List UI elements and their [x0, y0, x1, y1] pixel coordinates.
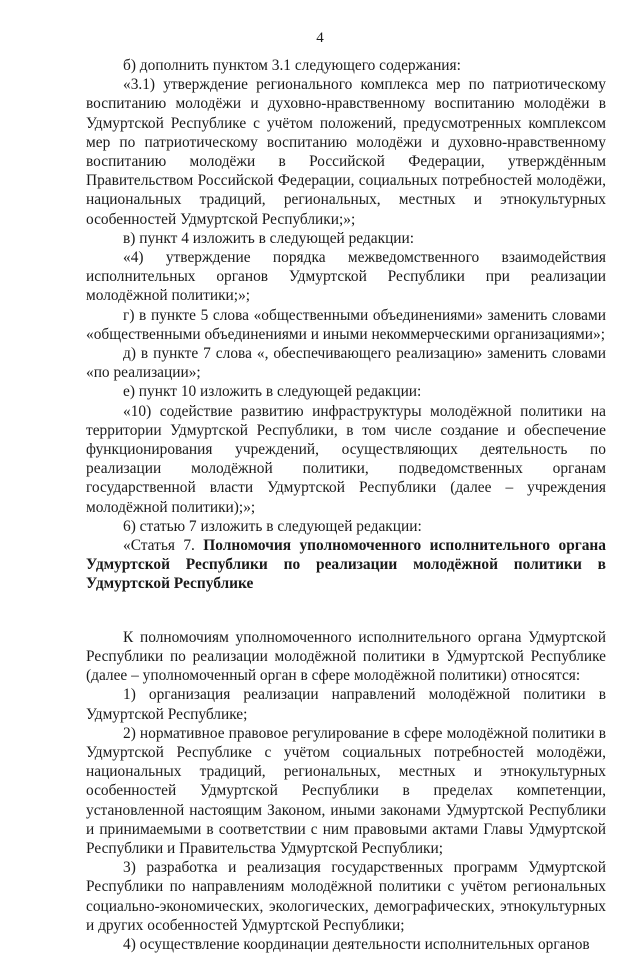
paragraph-power-1: 1) организация реализации направлений молодёжной политики в Удмуртской Республике; — [86, 686, 606, 723]
article-heading — [86, 536, 606, 594]
paragraph-item-g: г) в пункте 5 слова «общественными объединениями» заменить словами «общественными объединениями и иными некоммерческими организациями»; — [86, 306, 606, 343]
page-number: 4 — [316, 30, 324, 46]
article-heading-title: Полномочия уполномоченного исполнительного органа Удмуртской Республики по реализации молодёжной политики в Удмуртской Республике — [86, 537, 606, 593]
paragraph-item-e: е) пункт 10 изложить в следующей редакции: — [123, 383, 422, 401]
paragraph-power-3: 3) разработка и реализация государственных программ Удмуртской Республики по направлениям молодёжной политики с учётом региональных социально-экономических, экологических, демографических, этнокультурных и других особенностей Удмуртской Республики; — [86, 859, 606, 934]
paragraph-power-4: 4) осуществление координации деятельности исполнительных органов — [123, 935, 590, 953]
paragraph-quote-4: «4) утверждение порядка межведомственного взаимодействия исполнительных органов Удмуртской Республики при реализации молодёжной политики;»; — [86, 249, 606, 305]
paragraph-item-v: в) пункт 4 изложить в следующей редакции: — [123, 229, 415, 247]
paragraph-item-d: д) в пункте 7 слова «, обеспечивающего реализацию» заменить словами «по реализации»; — [86, 345, 606, 382]
paragraph-item-b: б) дополнить пунктом 3.1 следующего содержания: — [123, 57, 461, 74]
paragraph-intro: К полномочиям уполномоченного исполнительного органа Удмуртской Республики по реализации молодёжной политики в Удмуртской Республике (далее – уполномоченный орган в сфере молодёжной политики) относятся: — [86, 628, 606, 685]
paragraph-quote-10: «10) содействие развитию инфраструктуры молодёжной политики на территории Удмуртской Республики, в том числе создание и обеспечение функционирования учреждений, осуществляющих деятельность по реализации молодёжной политики, подведомственных органам государственной власти Удмуртской Республики (далее – учреждения молодёжной политики);»; — [86, 402, 606, 516]
document-body — [86, 56, 606, 954]
paragraph-quote-3-1: «3.1) утверждение регионального комплекса мер по патриотическому воспитанию молодёжи и духовно-нравственному воспитанию молодёжи в Удмуртской Республике с учётом положений, предусмотренных комплексом мер по патриотическому воспитанию молодёжи и духовно-нравственному воспитанию молодёжи в Российской Федерации, утверждённым Правительством Российской Федерации, социальных потребностей молодёжи, национальных традиций, региональных, местных и этнокультурных особенностей Удмуртской Республики;»; — [86, 76, 606, 228]
section-spacer — [86, 594, 606, 628]
article-heading-prefix: «Статья 7. — [123, 537, 204, 555]
paragraph-power-2: 2) нормативное правовое регулирование в сфере молодёжной политики в Удмуртской Республике с учётом социальных потребностей молодёжи, национальных традиций, региональных, местных и этнокультурных особенностей Удмуртской Республики в пределах компетенции, установленной настоящим Законом, иными законами Удмуртской Республики и принимаемыми в соответствии с ним правовыми актами Главы Удмуртской Республики и Правительства Удмуртской Республики; — [86, 724, 606, 857]
paragraph-item-6: 6) статью 7 изложить в следующей редакции: — [123, 517, 422, 535]
